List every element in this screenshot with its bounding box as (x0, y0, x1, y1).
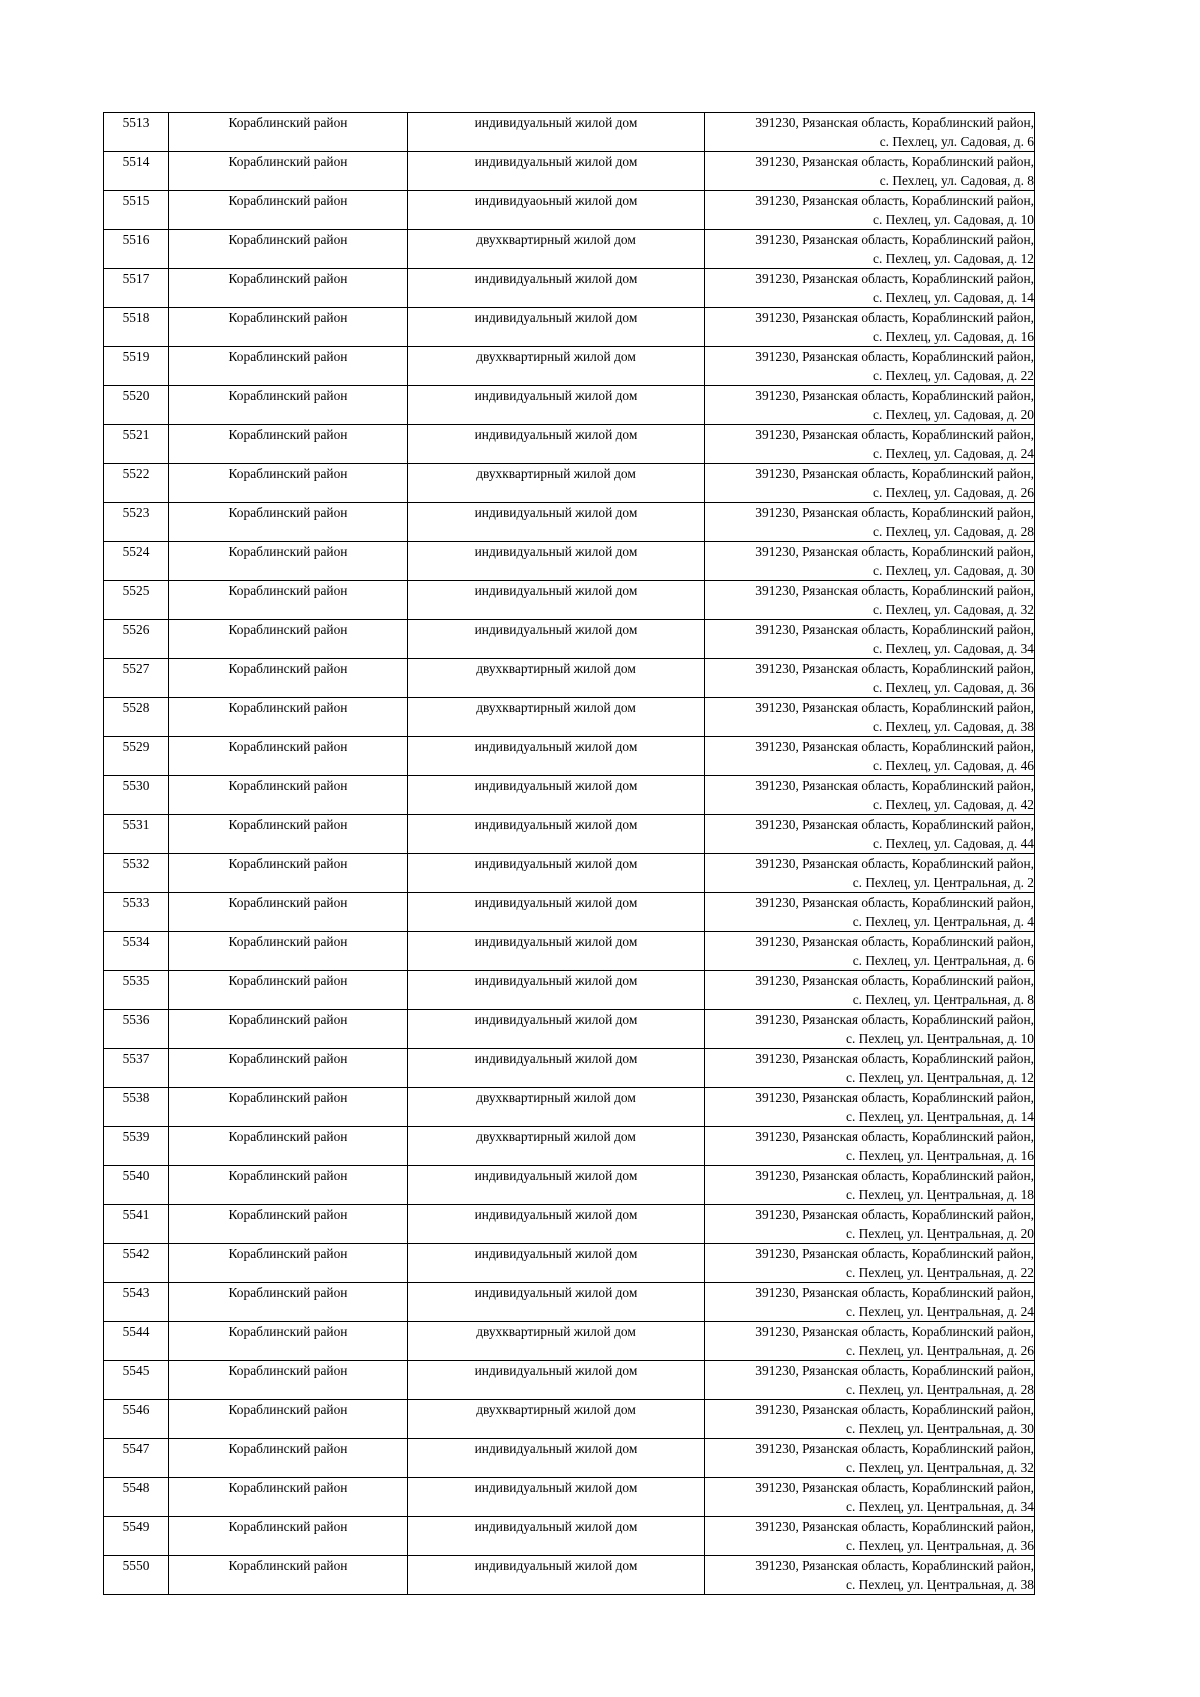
row-number-cell: 5522 (104, 464, 169, 503)
building-type-cell: двухквартирный жилой дом (408, 347, 705, 386)
address-cell (705, 659, 1035, 698)
table-row (104, 269, 1035, 308)
table-row (104, 1517, 1035, 1556)
district-cell: Кораблинский район (169, 1400, 408, 1439)
row-number-cell: 5530 (104, 776, 169, 815)
table-row (104, 1088, 1035, 1127)
district-cell: Кораблинский район (169, 1283, 408, 1322)
table-row (104, 1205, 1035, 1244)
address-cell (705, 1439, 1035, 1478)
address-cell (705, 1361, 1035, 1400)
table-row (104, 581, 1035, 620)
row-number-cell: 5529 (104, 737, 169, 776)
building-type-cell: двухквартирный жилой дом (408, 698, 705, 737)
table-row (104, 1556, 1035, 1595)
address-line-2: с. Пехлец, ул. Садовая, д. 14 (873, 290, 1034, 305)
address-line-1: 391230, Рязанская область, Кораблинский район, (755, 1285, 1034, 1300)
address-line-1: 391230, Рязанская область, Кораблинский район, (755, 232, 1034, 247)
address-cell (705, 308, 1035, 347)
table-row (104, 854, 1035, 893)
district-cell: Кораблинский район (169, 1556, 408, 1595)
address-cell (705, 932, 1035, 971)
address-line-1: 391230, Рязанская область, Кораблинский район, (755, 115, 1034, 130)
document-page (103, 112, 1032, 1595)
table-row (104, 503, 1035, 542)
row-number-cell: 5538 (104, 1088, 169, 1127)
table-row (104, 971, 1035, 1010)
building-type-cell: индивидуаоьный жилой дом (408, 191, 705, 230)
building-type-cell: индивидуальный жилой дом (408, 971, 705, 1010)
row-number-cell: 5548 (104, 1478, 169, 1517)
district-cell: Кораблинский район (169, 269, 408, 308)
address-line-1: 391230, Рязанская область, Кораблинский район, (755, 778, 1034, 793)
address-cell (705, 425, 1035, 464)
address-cell (705, 737, 1035, 776)
address-cell (705, 1205, 1035, 1244)
address-cell (705, 113, 1035, 152)
address-line-1: 391230, Рязанская область, Кораблинский район, (755, 1363, 1034, 1378)
address-line-2: с. Пехлец, ул. Садовая, д. 34 (873, 641, 1034, 656)
row-number-cell: 5532 (104, 854, 169, 893)
table-row (104, 1322, 1035, 1361)
district-cell: Кораблинский район (169, 425, 408, 464)
district-cell: Кораблинский район (169, 113, 408, 152)
address-line-1: 391230, Рязанская область, Кораблинский район, (755, 1480, 1034, 1495)
address-line-2: с. Пехлец, ул. Центральная, д. 36 (846, 1538, 1034, 1553)
address-line-2: с. Пехлец, ул. Центральная, д. 18 (846, 1187, 1034, 1202)
address-line-2: с. Пехлец, ул. Садовая, д. 32 (873, 602, 1034, 617)
address-line-1: 391230, Рязанская область, Кораблинский район, (755, 622, 1034, 637)
building-type-cell: индивидуальный жилой дом (408, 893, 705, 932)
building-type-cell: индивидуальный жилой дом (408, 815, 705, 854)
address-cell (705, 464, 1035, 503)
registry-table-body (104, 113, 1035, 1595)
address-line-1: 391230, Рязанская область, Кораблинский район, (755, 1207, 1034, 1222)
address-line-1: 391230, Рязанская область, Кораблинский район, (755, 427, 1034, 442)
building-type-cell: индивидуальный жилой дом (408, 1010, 705, 1049)
row-number-cell: 5515 (104, 191, 169, 230)
district-cell: Кораблинский район (169, 1244, 408, 1283)
address-line-2: с. Пехлец, ул. Центральная, д. 20 (846, 1226, 1034, 1241)
address-line-2: с. Пехлец, ул. Центральная, д. 30 (846, 1421, 1034, 1436)
address-line-1: 391230, Рязанская область, Кораблинский район, (755, 661, 1034, 676)
address-line-1: 391230, Рязанская область, Кораблинский район, (755, 1558, 1034, 1573)
row-number-cell: 5526 (104, 620, 169, 659)
district-cell: Кораблинский район (169, 776, 408, 815)
district-cell: Кораблинский район (169, 581, 408, 620)
address-line-1: 391230, Рязанская область, Кораблинский район, (755, 505, 1034, 520)
address-line-1: 391230, Рязанская область, Кораблинский район, (755, 1090, 1034, 1105)
building-type-cell: индивидуальный жилой дом (408, 113, 705, 152)
address-cell (705, 269, 1035, 308)
address-cell (705, 581, 1035, 620)
row-number-cell: 5547 (104, 1439, 169, 1478)
row-number-cell: 5535 (104, 971, 169, 1010)
table-row (104, 191, 1035, 230)
building-type-cell: индивидуальный жилой дом (408, 308, 705, 347)
table-row (104, 425, 1035, 464)
address-line-1: 391230, Рязанская область, Кораблинский район, (755, 1246, 1034, 1261)
district-cell: Кораблинский район (169, 230, 408, 269)
building-type-cell: индивидуальный жилой дом (408, 1556, 705, 1595)
address-line-1: 391230, Рязанская область, Кораблинский район, (755, 1324, 1034, 1339)
building-type-cell: двухквартирный жилой дом (408, 1088, 705, 1127)
table-row (104, 1361, 1035, 1400)
row-number-cell: 5533 (104, 893, 169, 932)
table-row (104, 230, 1035, 269)
row-number-cell: 5541 (104, 1205, 169, 1244)
address-line-1: 391230, Рязанская область, Кораблинский район, (755, 193, 1034, 208)
district-cell: Кораблинский район (169, 386, 408, 425)
row-number-cell: 5527 (104, 659, 169, 698)
address-line-2: с. Пехлец, ул. Садовая, д. 36 (873, 680, 1034, 695)
building-type-cell: индивидуальный жилой дом (408, 620, 705, 659)
address-cell (705, 1166, 1035, 1205)
address-line-2: с. Пехлец, ул. Центральная, д. 6 (852, 953, 1034, 968)
address-line-1: 391230, Рязанская область, Кораблинский район, (755, 1441, 1034, 1456)
address-cell (705, 815, 1035, 854)
district-cell: Кораблинский район (169, 1361, 408, 1400)
table-row (104, 1244, 1035, 1283)
building-type-cell: индивидуальный жилой дом (408, 1517, 705, 1556)
address-line-1: 391230, Рязанская область, Кораблинский район, (755, 349, 1034, 364)
row-number-cell: 5536 (104, 1010, 169, 1049)
address-cell (705, 347, 1035, 386)
row-number-cell: 5518 (104, 308, 169, 347)
table-row (104, 542, 1035, 581)
address-cell (705, 386, 1035, 425)
table-row (104, 698, 1035, 737)
address-cell (705, 230, 1035, 269)
building-type-cell: индивидуальный жилой дом (408, 932, 705, 971)
address-line-2: с. Пехлец, ул. Центральная, д. 32 (846, 1460, 1034, 1475)
address-line-1: 391230, Рязанская область, Кораблинский район, (755, 583, 1034, 598)
address-cell (705, 1283, 1035, 1322)
address-line-2: с. Пехлец, ул. Садовая, д. 12 (873, 251, 1034, 266)
address-line-2: с. Пехлец, ул. Садовая, д. 42 (873, 797, 1034, 812)
address-cell (705, 1556, 1035, 1595)
address-line-2: с. Пехлец, ул. Центральная, д. 22 (846, 1265, 1034, 1280)
building-type-cell: индивидуальный жилой дом (408, 269, 705, 308)
row-number-cell: 5544 (104, 1322, 169, 1361)
table-row (104, 620, 1035, 659)
district-cell: Кораблинский район (169, 191, 408, 230)
row-number-cell: 5537 (104, 1049, 169, 1088)
row-number-cell: 5542 (104, 1244, 169, 1283)
table-row (104, 659, 1035, 698)
address-line-1: 391230, Рязанская область, Кораблинский район, (755, 973, 1034, 988)
district-cell: Кораблинский район (169, 152, 408, 191)
address-cell (705, 152, 1035, 191)
table-row (104, 893, 1035, 932)
district-cell: Кораблинский район (169, 815, 408, 854)
district-cell: Кораблинский район (169, 1088, 408, 1127)
address-line-2: с. Пехлец, ул. Центральная, д. 12 (846, 1070, 1034, 1085)
address-line-2: с. Пехлец, ул. Центральная, д. 10 (846, 1031, 1034, 1046)
building-type-cell: двухквартирный жилой дом (408, 659, 705, 698)
district-cell: Кораблинский район (169, 932, 408, 971)
table-row (104, 815, 1035, 854)
address-cell (705, 191, 1035, 230)
address-cell (705, 1400, 1035, 1439)
address-line-2: с. Пехлец, ул. Садовая, д. 8 (879, 173, 1034, 188)
address-line-2: с. Пехлец, ул. Садовая, д. 6 (879, 134, 1034, 149)
address-cell (705, 1322, 1035, 1361)
row-number-cell: 5517 (104, 269, 169, 308)
address-line-2: с. Пехлец, ул. Садовая, д. 16 (873, 329, 1034, 344)
table-row (104, 932, 1035, 971)
address-line-2: с. Пехлец, ул. Садовая, д. 22 (873, 368, 1034, 383)
address-line-1: 391230, Рязанская область, Кораблинский район, (755, 1012, 1034, 1027)
district-cell: Кораблинский район (169, 1322, 408, 1361)
district-cell: Кораблинский район (169, 1517, 408, 1556)
address-line-2: с. Пехлец, ул. Садовая, д. 28 (873, 524, 1034, 539)
address-line-1: 391230, Рязанская область, Кораблинский район, (755, 934, 1034, 949)
address-line-2: с. Пехлец, ул. Центральная, д. 28 (846, 1382, 1034, 1397)
address-cell (705, 854, 1035, 893)
housing-registry-table (103, 112, 1035, 1595)
address-cell (705, 971, 1035, 1010)
table-row (104, 152, 1035, 191)
table-row (104, 1400, 1035, 1439)
address-line-1: 391230, Рязанская область, Кораблинский район, (755, 271, 1034, 286)
address-line-2: с. Пехлец, ул. Садовая, д. 46 (873, 758, 1034, 773)
address-line-1: 391230, Рязанская область, Кораблинский район, (755, 817, 1034, 832)
address-cell (705, 1244, 1035, 1283)
address-line-2: с. Пехлец, ул. Садовая, д. 20 (873, 407, 1034, 422)
building-type-cell: двухквартирный жилой дом (408, 230, 705, 269)
row-number-cell: 5513 (104, 113, 169, 152)
address-line-2: с. Пехлец, ул. Центральная, д. 8 (852, 992, 1034, 1007)
table-row (104, 308, 1035, 347)
row-number-cell: 5528 (104, 698, 169, 737)
building-type-cell: индивидуальный жилой дом (408, 425, 705, 464)
table-row (104, 737, 1035, 776)
district-cell: Кораблинский район (169, 464, 408, 503)
row-number-cell: 5519 (104, 347, 169, 386)
address-cell (705, 1049, 1035, 1088)
building-type-cell: индивидуальный жилой дом (408, 503, 705, 542)
address-line-1: 391230, Рязанская область, Кораблинский район, (755, 466, 1034, 481)
district-cell: Кораблинский район (169, 1478, 408, 1517)
row-number-cell: 5523 (104, 503, 169, 542)
address-line-2: с. Пехлец, ул. Центральная, д. 4 (852, 914, 1034, 929)
address-line-2: с. Пехлец, ул. Центральная, д. 26 (846, 1343, 1034, 1358)
address-line-1: 391230, Рязанская область, Кораблинский район, (755, 1051, 1034, 1066)
row-number-cell: 5531 (104, 815, 169, 854)
building-type-cell: индивидуальный жилой дом (408, 1478, 705, 1517)
address-line-1: 391230, Рязанская область, Кораблинский район, (755, 895, 1034, 910)
address-line-1: 391230, Рязанская область, Кораблинский район, (755, 310, 1034, 325)
address-cell (705, 776, 1035, 815)
district-cell: Кораблинский район (169, 893, 408, 932)
table-row (104, 464, 1035, 503)
table-row (104, 776, 1035, 815)
address-line-1: 391230, Рязанская область, Кораблинский район, (755, 700, 1034, 715)
address-line-1: 391230, Рязанская область, Кораблинский район, (755, 1519, 1034, 1534)
row-number-cell: 5520 (104, 386, 169, 425)
building-type-cell: двухквартирный жилой дом (408, 1400, 705, 1439)
row-number-cell: 5546 (104, 1400, 169, 1439)
address-cell (705, 1010, 1035, 1049)
building-type-cell: двухквартирный жилой дом (408, 1127, 705, 1166)
address-line-1: 391230, Рязанская область, Кораблинский район, (755, 154, 1034, 169)
table-row (104, 347, 1035, 386)
district-cell: Кораблинский район (169, 698, 408, 737)
address-line-2: с. Пехлец, ул. Центральная, д. 2 (852, 875, 1034, 890)
address-line-1: 391230, Рязанская область, Кораблинский район, (755, 1168, 1034, 1183)
table-row (104, 113, 1035, 152)
table-row (104, 1049, 1035, 1088)
address-cell (705, 1517, 1035, 1556)
row-number-cell: 5521 (104, 425, 169, 464)
building-type-cell: индивидуальный жилой дом (408, 776, 705, 815)
address-line-1: 391230, Рязанская область, Кораблинский район, (755, 1129, 1034, 1144)
address-cell (705, 1088, 1035, 1127)
district-cell: Кораблинский район (169, 1049, 408, 1088)
table-row (104, 1439, 1035, 1478)
address-line-2: с. Пехлец, ул. Садовая, д. 30 (873, 563, 1034, 578)
table-row (104, 1010, 1035, 1049)
address-line-1: 391230, Рязанская область, Кораблинский район, (755, 388, 1034, 403)
building-type-cell: индивидуальный жилой дом (408, 386, 705, 425)
address-line-2: с. Пехлец, ул. Центральная, д. 24 (846, 1304, 1034, 1319)
district-cell: Кораблинский район (169, 542, 408, 581)
address-line-2: с. Пехлец, ул. Садовая, д. 24 (873, 446, 1034, 461)
address-line-1: 391230, Рязанская область, Кораблинский район, (755, 739, 1034, 754)
row-number-cell: 5545 (104, 1361, 169, 1400)
building-type-cell: индивидуальный жилой дом (408, 542, 705, 581)
building-type-cell: индивидуальный жилой дом (408, 854, 705, 893)
address-line-2: с. Пехлец, ул. Центральная, д. 16 (846, 1148, 1034, 1163)
building-type-cell: индивидуальный жилой дом (408, 1166, 705, 1205)
address-cell (705, 1478, 1035, 1517)
address-cell (705, 503, 1035, 542)
district-cell: Кораблинский район (169, 1439, 408, 1478)
building-type-cell: индивидуальный жилой дом (408, 1283, 705, 1322)
district-cell: Кораблинский район (169, 503, 408, 542)
address-cell (705, 620, 1035, 659)
building-type-cell: индивидуальный жилой дом (408, 1361, 705, 1400)
address-line-1: 391230, Рязанская область, Кораблинский район, (755, 544, 1034, 559)
row-number-cell: 5539 (104, 1127, 169, 1166)
address-line-1: 391230, Рязанская область, Кораблинский район, (755, 856, 1034, 871)
row-number-cell: 5540 (104, 1166, 169, 1205)
row-number-cell: 5543 (104, 1283, 169, 1322)
address-cell (705, 893, 1035, 932)
district-cell: Кораблинский район (169, 1166, 408, 1205)
building-type-cell: индивидуальный жилой дом (408, 152, 705, 191)
building-type-cell: двухквартирный жилой дом (408, 1322, 705, 1361)
district-cell: Кораблинский район (169, 1205, 408, 1244)
district-cell: Кораблинский район (169, 854, 408, 893)
district-cell: Кораблинский район (169, 971, 408, 1010)
row-number-cell: 5514 (104, 152, 169, 191)
district-cell: Кораблинский район (169, 620, 408, 659)
row-number-cell: 5549 (104, 1517, 169, 1556)
address-line-2: с. Пехлец, ул. Центральная, д. 14 (846, 1109, 1034, 1124)
district-cell: Кораблинский район (169, 347, 408, 386)
building-type-cell: индивидуальный жилой дом (408, 737, 705, 776)
district-cell: Кораблинский район (169, 1010, 408, 1049)
row-number-cell: 5516 (104, 230, 169, 269)
address-line-1: 391230, Рязанская область, Кораблинский район, (755, 1402, 1034, 1417)
row-number-cell: 5550 (104, 1556, 169, 1595)
table-row (104, 386, 1035, 425)
address-line-2: с. Пехлец, ул. Садовая, д. 38 (873, 719, 1034, 734)
building-type-cell: индивидуальный жилой дом (408, 1205, 705, 1244)
address-line-2: с. Пехлец, ул. Садовая, д. 26 (873, 485, 1034, 500)
district-cell: Кораблинский район (169, 1127, 408, 1166)
row-number-cell: 5525 (104, 581, 169, 620)
address-line-2: с. Пехлец, ул. Центральная, д. 38 (846, 1577, 1034, 1592)
address-cell (705, 698, 1035, 737)
address-line-2: с. Пехлец, ул. Центральная, д. 34 (846, 1499, 1034, 1514)
building-type-cell: индивидуальный жилой дом (408, 1439, 705, 1478)
building-type-cell: индивидуальный жилой дом (408, 1244, 705, 1283)
district-cell: Кораблинский район (169, 737, 408, 776)
building-type-cell: индивидуальный жилой дом (408, 581, 705, 620)
district-cell: Кораблинский район (169, 308, 408, 347)
district-cell: Кораблинский район (169, 659, 408, 698)
address-cell (705, 542, 1035, 581)
table-row (104, 1478, 1035, 1517)
address-line-2: с. Пехлец, ул. Садовая, д. 10 (873, 212, 1034, 227)
row-number-cell: 5524 (104, 542, 169, 581)
table-row (104, 1127, 1035, 1166)
building-type-cell: двухквартирный жилой дом (408, 464, 705, 503)
table-row (104, 1166, 1035, 1205)
address-cell (705, 1127, 1035, 1166)
address-line-2: с. Пехлец, ул. Садовая, д. 44 (873, 836, 1034, 851)
row-number-cell: 5534 (104, 932, 169, 971)
building-type-cell: индивидуальный жилой дом (408, 1049, 705, 1088)
table-row (104, 1283, 1035, 1322)
